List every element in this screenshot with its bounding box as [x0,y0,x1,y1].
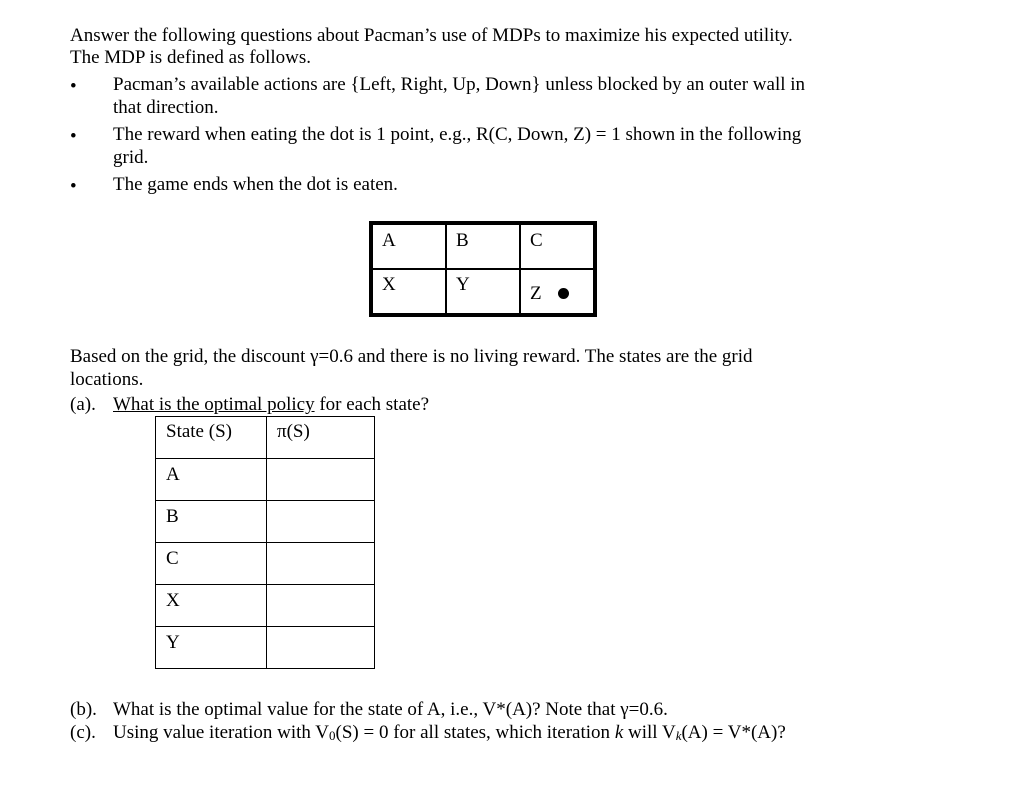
intro-line-2: The MDP is defined as follows. [70,47,311,68]
grid-cell-y: Y [456,274,470,295]
pacman-grid [369,221,597,317]
bullet-2-line-1: The reward when eating the dot is 1 point, e.g., R(C, Down, Z) = 1 shown in the following [113,124,802,145]
question-a-label: (a). [70,394,96,415]
grid-cell-c: C [530,230,543,251]
question-b-label: (b). [70,699,97,720]
question-a-underlined: What is the optimal policy [113,394,315,415]
intro-line-1: Answer the following questions about Pacman’s use of MDPs to maximize his expected utility. [70,25,793,46]
question-a-text [113,394,429,416]
state-cell: C [156,543,267,585]
question-c-k: k [614,722,624,743]
table-row [156,627,375,669]
header-state: State (S) [156,417,267,459]
table-row [156,501,375,543]
bullet-marker-2: • [70,126,77,147]
table-row [156,459,375,501]
bullet-1-line-2: that direction. [113,97,219,118]
policy-cell[interactable] [267,627,375,669]
state-cell: B [156,501,267,543]
policy-cell[interactable] [267,501,375,543]
bullet-3-line-1: The game ends when the dot is eaten. [113,174,398,195]
grid-cell-z [521,283,569,305]
context-line-1: Based on the grid, the discount γ=0.6 and there is no living reward. The states are the grid [70,346,753,367]
bullet-2-line-2: grid. [113,147,149,168]
header-policy: π(S) [267,417,375,459]
grid-cell-z-label: Z [530,283,542,304]
question-a-rest: for each state? [314,394,430,415]
grid-cell-x: X [382,274,396,295]
question-c-text [113,722,786,744]
grid-cell-b: B [456,230,469,251]
bullet-1-line-1: Pacman’s available actions are {Left, Right, Up, Down} unless blocked by an outer wall in [113,74,806,95]
bullet-marker-3: • [70,176,77,197]
policy-cell[interactable] [267,585,375,627]
policy-cell[interactable] [267,459,375,501]
question-c-sub0: 0 [329,728,336,743]
state-cell: X [156,585,267,627]
grid-divider [373,268,593,270]
question-b-text: What is the optimal value for the state of A, i.e., V*(A)? Note that γ=0.6. [113,699,668,720]
table-row [156,585,375,627]
table-row [156,543,375,585]
context-line-2: locations. [70,369,144,390]
question-c-part2: (S) = 0 for all states, which iteration [335,722,615,743]
table-header-row [156,417,375,459]
bullet-marker-1: • [70,76,77,97]
grid-cell-a: A [382,230,396,251]
question-c-part4: (A) = V*(A)? [681,722,786,743]
state-cell: A [156,459,267,501]
question-c-part3: will V [623,722,676,743]
question-c-label: (c). [70,722,96,743]
pac-dot-icon [558,288,569,299]
policy-cell[interactable] [267,543,375,585]
state-cell: Y [156,627,267,669]
question-c-subk: k [675,728,682,743]
question-c-part1: Using value iteration with V [113,722,330,743]
policy-table [155,416,375,669]
